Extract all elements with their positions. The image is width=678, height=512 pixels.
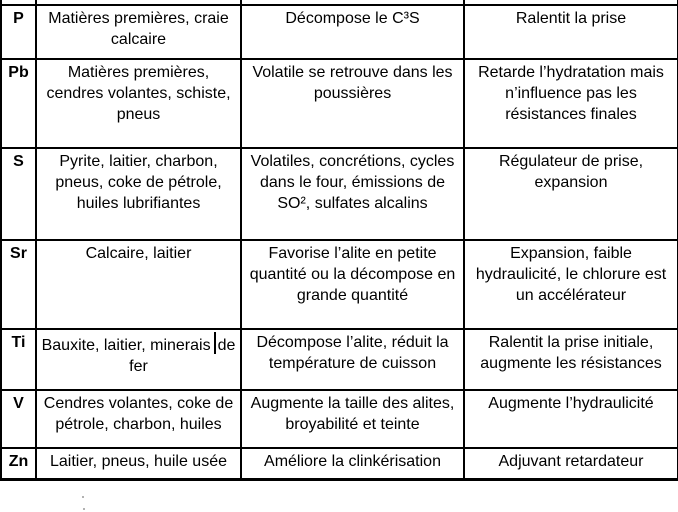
sources-cell (36, 329, 241, 390)
cell-line: Bauxite, laitier, minerais de (38, 332, 239, 356)
cell-line: poussières (313, 85, 392, 102)
process-effects-cell (241, 59, 464, 148)
cell-line: fer (129, 358, 148, 375)
cell-line: Régulateur de prise, (498, 153, 644, 170)
table-body (1, 0, 678, 479)
cell-line: Augmente l’hydraulicité (488, 395, 654, 412)
process-effects-cell (241, 240, 464, 329)
element-symbol: S (1, 148, 36, 240)
table-row-pb (1, 59, 678, 148)
cell-line: augmente les résistances (480, 355, 662, 372)
properties-effects-cell (464, 148, 678, 240)
cell-line: Améliore la clinkérisation (264, 453, 441, 470)
cell-line: Décompose l’alite, réduit la (256, 334, 449, 351)
cell-line: n’influence pas les (505, 85, 637, 102)
cell-line: pétrole, charbon, huiles (55, 416, 222, 433)
cell-line: grande quantité (296, 287, 409, 304)
cell-line: Retarde l’hydratation mais (478, 64, 664, 81)
cell-line: broyabilité et teinte (285, 416, 420, 433)
properties-effects-cell (464, 448, 678, 479)
table-row-s (1, 148, 678, 240)
properties-effects-cell (464, 329, 678, 390)
table-row-p (1, 5, 678, 59)
cell-line: dans le four, émissions de (260, 174, 445, 191)
element-symbol: Zn (1, 448, 36, 479)
cell-line: pneus, coke de pétrole, (55, 174, 222, 191)
cell-line: Matières premières, (67, 64, 210, 81)
table-row-v (1, 390, 678, 448)
table-row-ti (1, 329, 678, 390)
cell-line: Adjuvant retardateur (498, 453, 644, 470)
properties-effects-cell (464, 59, 678, 148)
text-cursor-artifact (214, 332, 216, 354)
cell-line: Augmente la taille des alites, (250, 395, 455, 412)
element-symbol: V (1, 390, 36, 448)
sources-cell (36, 5, 241, 59)
process-effects-cell (241, 329, 464, 390)
table-row-sr (1, 240, 678, 329)
cell-line: Ralentit la prise (515, 10, 627, 27)
cell-line: pneus (116, 106, 161, 123)
sources-cell (36, 59, 241, 148)
cell-line: Calcaire, laitier (85, 245, 192, 262)
element-symbol: Pb (1, 59, 36, 148)
scan-speck (83, 508, 85, 510)
process-effects-cell (241, 5, 464, 59)
cell-line: SO², sulfates alcalins (277, 195, 428, 212)
element-symbol: Ti (1, 329, 36, 390)
cell-line: huiles lubrifiantes (76, 195, 201, 212)
table-row-zn (1, 448, 678, 479)
cell-line: Laitier, pneus, huile usée (49, 453, 227, 470)
cell-line: Pyrite, laitier, charbon, (59, 153, 218, 170)
properties-effects-cell (464, 240, 678, 329)
process-effects-cell (241, 448, 464, 479)
element-symbol: P (1, 5, 36, 59)
cell-line: Décompose le C³S (285, 10, 420, 27)
cell-line: Cendres volantes, coke de (43, 395, 234, 412)
process-effects-cell (241, 148, 464, 240)
cell-line: expansion (534, 174, 608, 191)
element-symbol: Sr (1, 240, 36, 329)
cell-line: calcaire (110, 31, 167, 48)
cell-line: cendres volantes, schiste, (46, 85, 231, 102)
cell-line: Matières premières, craie (48, 10, 229, 27)
cell-line: quantité ou la décompose en (249, 266, 456, 283)
cell-line: température de cuisson (268, 355, 437, 372)
cell-line: Volatiles, concrétions, cycles (250, 153, 455, 170)
sources-cell (36, 390, 241, 448)
cell-line: Ralentit la prise initiale, (488, 334, 654, 351)
sources-cell (36, 240, 241, 329)
cell-line: résistances finales (505, 106, 637, 123)
cell-line: un accélérateur (515, 287, 627, 304)
scan-speck (82, 496, 84, 498)
cell-line: Favorise l’alite en petite (268, 245, 437, 262)
cell-line: Expansion, faible (510, 245, 632, 262)
sources-cell (36, 448, 241, 479)
process-effects-cell (241, 390, 464, 448)
properties-effects-cell (464, 5, 678, 59)
cell-line: hydraulicité, le chlorure est (475, 266, 667, 283)
cell-line: Volatile se retrouve dans les (252, 64, 453, 81)
sources-cell (36, 148, 241, 240)
properties-effects-cell (464, 390, 678, 448)
